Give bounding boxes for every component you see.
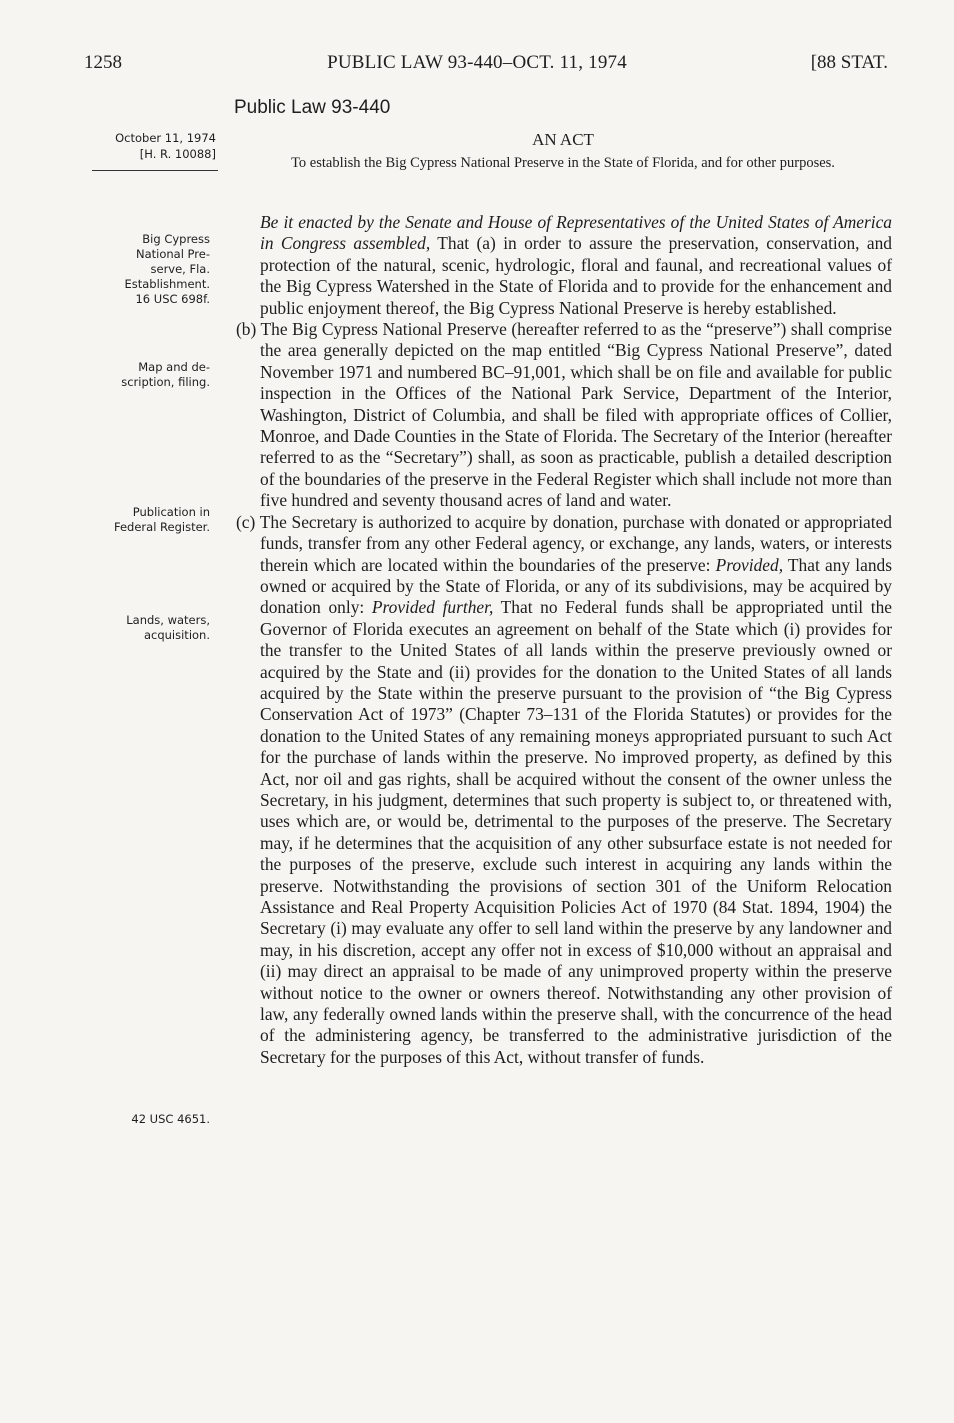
act-heading: AN ACT xyxy=(532,130,594,149)
provided-further-clause: Provided further, xyxy=(371,597,494,618)
margin-note-line: Federal Register. xyxy=(113,520,210,534)
margin-note-lands xyxy=(80,613,210,643)
section-c-text: That any lands owned or acquired by the State of Florida, or any of its subdivisions, may be acquired by donation only: xyxy=(260,554,892,618)
running-header xyxy=(0,52,954,82)
enactment-date: October 11, 1974 xyxy=(115,131,216,145)
provided-clause: Provided, xyxy=(715,554,784,575)
margin-note-line: National Pre- xyxy=(135,247,210,261)
bill-number: [H. R. 10088] xyxy=(139,147,216,161)
margin-note-line: Map and de- xyxy=(138,360,210,374)
section-a-text: That (a) in order to assure the preservation, conservation, and protection of the natural, scenic, hydrologic, floral and faunal, and recreational values of the Big Cypress Watershed in the State of Florida and to provide for the enhancement and public enjoyment thereof, the Big Cypress National Preserve is hereby established. xyxy=(260,233,892,318)
margin-note-line: 42 USC 4651. xyxy=(131,1112,210,1126)
margin-note-line: Lands, waters, xyxy=(126,613,210,627)
margin-note-line: 16 USC 698f. xyxy=(135,292,210,306)
margin-note-map xyxy=(80,360,210,390)
law-title: Public Law 93-440 xyxy=(234,97,391,118)
act-body xyxy=(236,212,892,1068)
act-description: To establish the Big Cypress National Preserve in the State of Florida, and for other purposes. xyxy=(291,155,835,171)
margin-note-line: Big Cypress xyxy=(142,232,210,246)
section-c-text: That no Federal funds shall be appropriated until the Governor of Florida executes an agreement on behalf of the State which (i) provides for the transfer to the United States of all lands within the preserve previously owned or acquired by the State and (ii) provides for the donation to the United States of all lands acquired by the State within the preserve pursuant to the provision of “the Big Cypress Conservation Act of 1973” (Chapter 73–131 of the Florida Statutes) or provides for the donation to the United States of any remaining moneys appropriated pursuant to such Act for the purchase of lands within the preserve. No improved property, as defined by this Act, nor oil and gas rights, shall be acquired without the consent of the owner unless the Secretary, in his judgment, determines that such property is subject to, or threatened with, uses which are, or would be, detrimental to the purposes of the preserve. The Secretary may, if he determines that the acquisition of any other subsurface estate is not needed for the purposes of the preserve, exclude such interest in acquiring any lands within the preserve. Notwithstanding the provisions of section 301 of the Uniform Relocation Assistance and Real Property Acquisition Policies Act of 1970 (84 Stat. 1894, 1904) the Secretary (i) may evaluate any offer to sell land within the preserve by any landowner and may, in his discretion, accept any offer not in excess of $10,000 without an appraisal and (ii) may direct an appraisal to be made of any unimproved property within the preserve without notice to the owner or owners thereof. Notwithstanding any other provision of law, any federally owned lands within the preserve shall, with the concurrence of the head of the administering agency, be transferred to the administrative jurisdiction of the Secretary for the purposes of this Act, without transfer of funds. xyxy=(260,597,892,1067)
margin-note-line: Establishment. xyxy=(124,277,210,291)
margin-note-line: Publication in xyxy=(132,505,210,519)
enacting-clause: Be it enacted by the Senate and House of Representatives of the United States of America in Congress assembled, xyxy=(260,212,892,254)
margin-note-line: serve, Fla. xyxy=(150,262,210,276)
section-c-text: (c) The Secretary is authorized to acquire by donation, purchase with donated or appropriated funds, transfer from any other Federal agency, or exchange, any lands, waters, or interests therein which are located within the boundaries of the preserve: xyxy=(236,511,892,575)
margin-note-line: acquisition. xyxy=(143,628,210,642)
divider xyxy=(92,170,218,171)
section-b-text: (b) The Big Cypress National Preserve (hereafter referred to as the “preserve”) shall comprise the area generally depicted on the map entitled “Big Cypress National Preserve”, dated November 1971 and numbered BC–91,001, which shall be on file and available for public inspection in the Offices of the National Park Service, Department of the Interior, Washington, District of Columbia, and shall be filed with appropriate offices of Collier, Monroe, and Dade Counties in the State of Florida. The Secretary of the Interior (hereafter referred to as the “Secretary”) shall, as soon as practicable, publish a detailed description of the boundaries of the preserve in the Federal Register which shall include not more than five hundred and seventy thousand acres of land and water. xyxy=(236,319,892,511)
enactment-info xyxy=(92,130,216,162)
margin-note-usc xyxy=(80,1112,210,1127)
running-title: PUBLIC LAW 93-440–OCT. 11, 1974 xyxy=(327,52,627,73)
section-c-paragraph xyxy=(236,511,892,1069)
margin-note-publication xyxy=(80,505,210,535)
margin-note-establishment xyxy=(80,232,210,307)
section-b-paragraph xyxy=(236,319,892,512)
page-number: 1258 xyxy=(84,52,122,73)
enacting-paragraph xyxy=(260,212,892,319)
margin-note-line: scription, filing. xyxy=(121,375,210,389)
statute-volume: [88 STAT. xyxy=(810,52,888,73)
